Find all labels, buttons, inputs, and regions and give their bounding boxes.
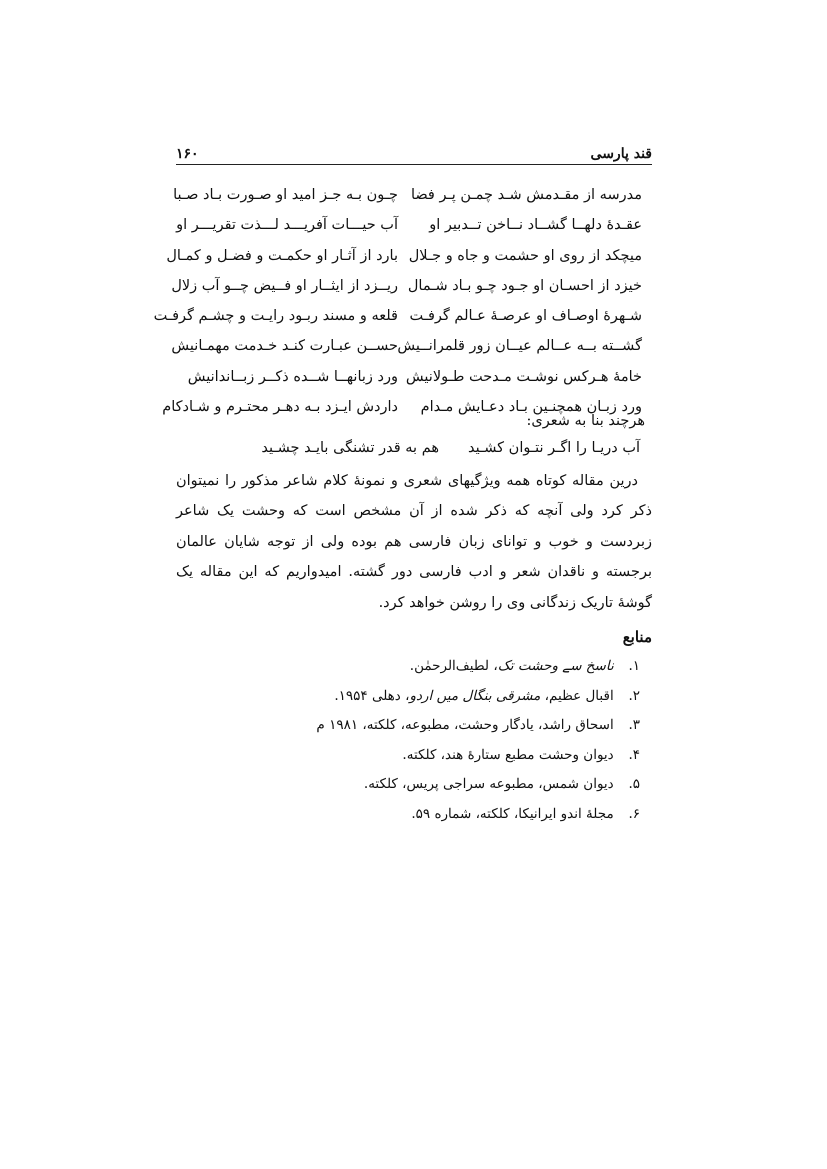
- reference-italic-title: مشرقی بنگال میں اردو: [409, 687, 541, 704]
- couplet: [166, 242, 652, 272]
- hemistich-first: میچکد از روی او حشمت و جاه و جـلال: [408, 247, 642, 264]
- couplet: [153, 302, 652, 332]
- couplet: [171, 332, 652, 362]
- references-heading: منابع: [622, 628, 652, 646]
- reference-number: ۱.: [628, 658, 640, 674]
- paragraph-text: درین مقاله کوتاه همه ویژگیهای شعری و نمونهٔ کلام شاعر مذکور را نمیتوان ذکر کرد ولی آنچه که ذکر شده از آن مشخص است که وحشت یک شاعر زبردست و خوب و توانای زبان فارسی هم بوده ولی از توجه شایان عالمان برجسته و ناقدان شعر و ادب فارسی دور گشته. امیدواریم که این مقاله یک گوشهٔ تاریک زندگانی وی را روشن خواهد کرد.: [176, 473, 652, 611]
- book-title: قند پارسی: [590, 146, 652, 162]
- hemistich-second: حســن عبـارت کنـد خـدمت مهمـانیش: [171, 338, 398, 355]
- reference-number: ۴.: [628, 746, 640, 763]
- hemistich-first: شـهرهٔ اوصـاف او عرصـهٔ عـالم گرفـت: [409, 308, 642, 325]
- reference-text: دیوان شمس، مطبوعه سراجی پریس، کلکته.: [363, 776, 614, 793]
- reference-number: ۵.: [628, 776, 640, 793]
- hemistich-second: ریــزد از ایثــار او فــیض چــو آب زلال: [171, 277, 398, 294]
- references-list: [176, 652, 640, 830]
- reference-text: اقبال عظیم،: [540, 687, 614, 704]
- hemistich-second: هم به قدر تشنگی بایـد چشـید: [261, 440, 439, 456]
- couplet: [176, 363, 652, 393]
- conclusion-paragraph: [176, 466, 652, 618]
- couplet: [171, 272, 652, 302]
- hemistich-second: بارد از آثـار او حکمـت و فضـل و کمـال: [166, 247, 398, 264]
- reference-italic-title: ناسخ سے وحشت تک: [497, 658, 614, 674]
- reference-item: [176, 741, 640, 771]
- reference-item: [176, 652, 640, 682]
- reference-number: ۲.: [628, 687, 640, 704]
- running-header: [176, 142, 652, 166]
- header-rule: [176, 164, 652, 165]
- reference-number: ۳.: [628, 717, 640, 734]
- reference-text: مجلهٔ اندو ایرانیکا، کلکته، شماره ۵۹.: [411, 805, 614, 822]
- hemistich-first: ورد زبـان همچنـین بـاد دعـایش مـدام: [420, 399, 642, 416]
- reference-text: ، دهلی ۱۹۵۴.: [334, 687, 410, 704]
- reference-item: [176, 682, 640, 712]
- intro-line: هرچند بنا به شعری:: [526, 413, 645, 429]
- reference-item: [176, 711, 640, 741]
- hemistich-first: گشــته بــه عــالم عیــان زور قلمرانــیش: [397, 338, 642, 355]
- reference-text: دیوان وحشت مطبع ستارهٔ هند، کلکته.: [402, 746, 614, 763]
- hemistich-first: خامهٔ هـرکس نوشـت مـدحت طـولانیش: [405, 368, 642, 385]
- hemistich-second: ورد زبانهــا شــده ذکــر زبــاندانیش: [187, 368, 398, 385]
- reference-item: [176, 800, 640, 830]
- reference-item: [176, 770, 640, 800]
- couplet: [176, 211, 652, 241]
- quoted-verse: [176, 436, 652, 462]
- poem-couplets: [153, 181, 652, 423]
- hemistich-second: آب حیـــات آفریـــد لـــذت تقریـــر او: [176, 217, 398, 234]
- hemistich-second: داردش ایـزد بـه دهـر محتـرم و شـادکام: [162, 399, 398, 416]
- hemistich-second: قلعه و مسند ربـود رایـت و چشـم گرفـت: [153, 308, 398, 325]
- reference-text: ، لطیف‌الرحمٰن.: [409, 658, 498, 674]
- hemistich-first: عقـدهٔ دلهــا گشــاد نــاخن تــدبیر او: [429, 217, 642, 234]
- couplet: [173, 181, 652, 211]
- reference-text: اسحاق راشد، یادگار وحشت، مطبوعه، کلکته، ۱۹۸۱ م: [316, 717, 614, 734]
- page-number: ۱۶۰: [176, 146, 199, 162]
- hemistich-second: چـون بـه جـز امید او صـورت بـاد صـبا: [173, 187, 398, 203]
- hemistich-first: خیزد از احسـان او جـود چـو بـاد شـمال: [407, 277, 642, 294]
- reference-number: ۶.: [628, 805, 640, 822]
- hemistich-first: مدرسه از مقـدمش شـد چمـن پـر فضا: [410, 187, 642, 203]
- hemistich-first: آب دریـا را اگـر نتـوان کشـید: [468, 440, 640, 456]
